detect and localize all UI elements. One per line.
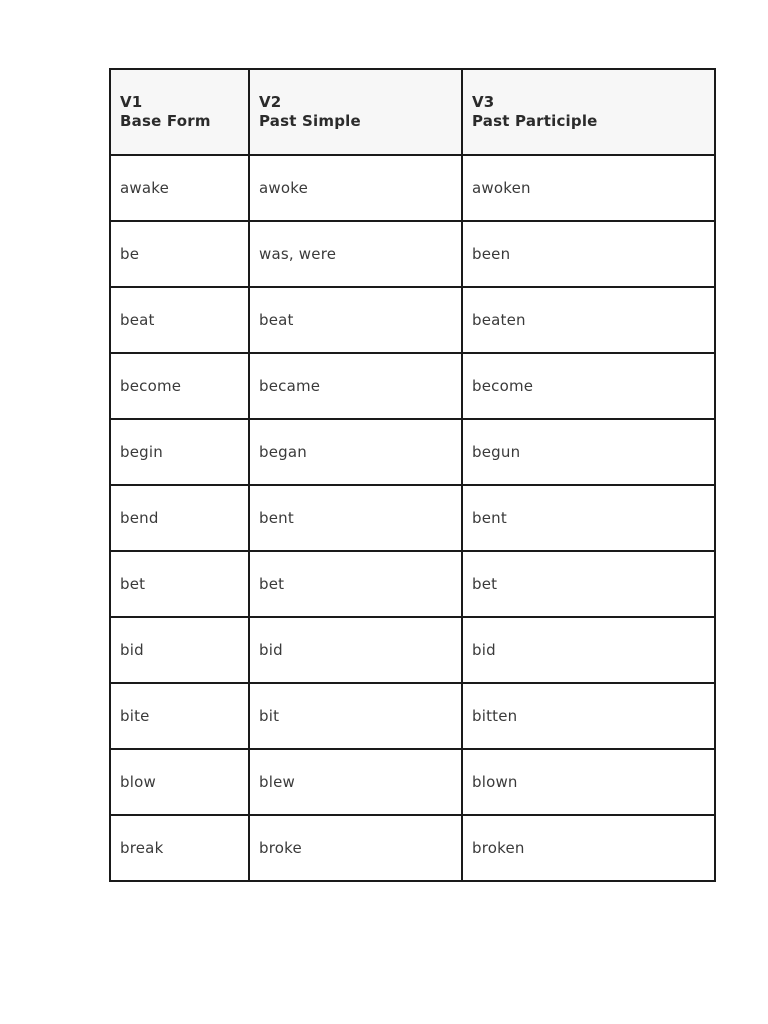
header-cell-v3 — [462, 69, 715, 155]
past-participle-cell: bid — [462, 617, 715, 683]
past-participle-cell: begun — [462, 419, 715, 485]
table-row — [110, 551, 715, 617]
past-participle-cell: awoken — [462, 155, 715, 221]
header-cell-v1 — [110, 69, 249, 155]
past-participle-cell: bitten — [462, 683, 715, 749]
past-simple-cell: bid — [249, 617, 462, 683]
past-simple-cell: began — [249, 419, 462, 485]
table-row — [110, 683, 715, 749]
irregular-verbs-table — [109, 68, 716, 882]
base-form-cell: break — [110, 815, 249, 881]
table-row — [110, 485, 715, 551]
base-form-cell: awake — [110, 155, 249, 221]
header-cell-v2 — [249, 69, 462, 155]
table-row — [110, 815, 715, 881]
header-label: Past Simple — [259, 112, 361, 130]
past-participle-cell: bet — [462, 551, 715, 617]
base-form-cell: bet — [110, 551, 249, 617]
table-row — [110, 419, 715, 485]
table-header — [110, 69, 715, 155]
past-simple-cell: bent — [249, 485, 462, 551]
base-form-cell: bend — [110, 485, 249, 551]
past-participle-cell: blown — [462, 749, 715, 815]
header-label: Past Participle — [472, 112, 598, 130]
table-row — [110, 221, 715, 287]
past-participle-cell: become — [462, 353, 715, 419]
past-simple-cell: bet — [249, 551, 462, 617]
past-simple-cell: bit — [249, 683, 462, 749]
base-form-cell: bid — [110, 617, 249, 683]
table-row — [110, 617, 715, 683]
base-form-cell: begin — [110, 419, 249, 485]
past-participle-cell: been — [462, 221, 715, 287]
base-form-cell: be — [110, 221, 249, 287]
table-row — [110, 155, 715, 221]
base-form-cell: blow — [110, 749, 249, 815]
header-code: V2 — [259, 93, 282, 111]
past-simple-cell: beat — [249, 287, 462, 353]
base-form-cell: become — [110, 353, 249, 419]
past-simple-cell: blew — [249, 749, 462, 815]
past-participle-cell: beaten — [462, 287, 715, 353]
table-body — [110, 155, 715, 881]
base-form-cell: beat — [110, 287, 249, 353]
past-simple-cell: became — [249, 353, 462, 419]
header-code: V1 — [120, 93, 143, 111]
header-label: Base Form — [120, 112, 211, 130]
past-participle-cell: bent — [462, 485, 715, 551]
table-row — [110, 353, 715, 419]
past-participle-cell: broken — [462, 815, 715, 881]
table-row — [110, 287, 715, 353]
past-simple-cell: broke — [249, 815, 462, 881]
header-code: V3 — [472, 93, 495, 111]
past-simple-cell: was, were — [249, 221, 462, 287]
header-row — [110, 69, 715, 155]
past-simple-cell: awoke — [249, 155, 462, 221]
table-row — [110, 749, 715, 815]
base-form-cell: bite — [110, 683, 249, 749]
